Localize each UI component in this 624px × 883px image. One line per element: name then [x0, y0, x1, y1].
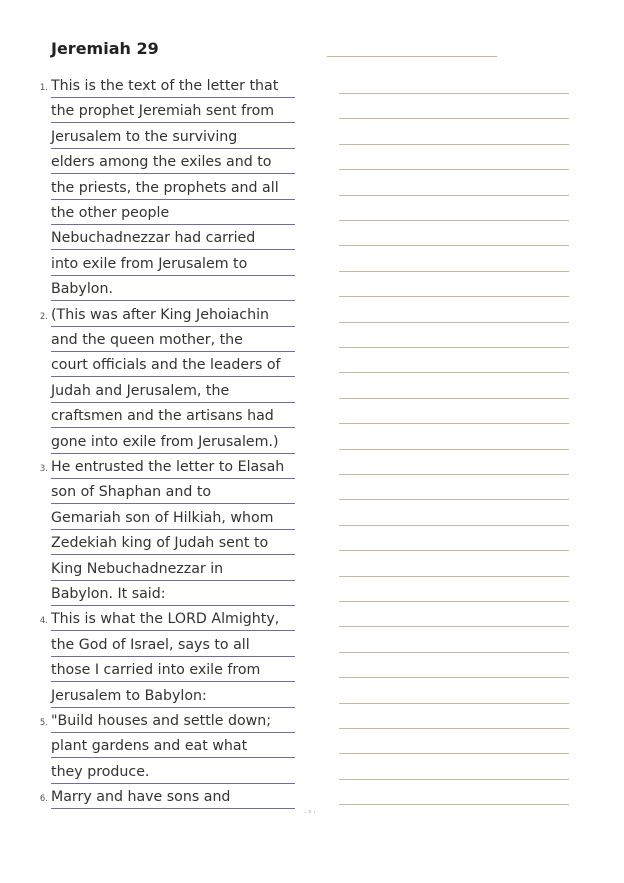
copy-write-line[interactable]	[339, 220, 569, 221]
verse-text-line: elders among the exiles and to	[51, 150, 295, 174]
verse-text-line: the priests, the prophets and all	[51, 176, 295, 200]
copy-write-line[interactable]	[339, 677, 569, 678]
copy-write-line[interactable]	[339, 169, 569, 170]
verse-text-line: Marry and have sons and	[51, 785, 295, 809]
verse-number: 3.	[39, 464, 48, 474]
verse-text-line: Jerusalem to Babylon:	[51, 684, 295, 708]
copy-write-line[interactable]	[339, 245, 569, 246]
verse-text-line: the God of Israel, says to all	[51, 633, 295, 657]
verse-text-line: He entrusted the letter to Elasah	[51, 455, 295, 479]
copy-write-line[interactable]	[339, 474, 569, 475]
copy-write-line[interactable]	[339, 372, 569, 373]
copy-write-line[interactable]	[339, 118, 569, 119]
copy-write-line[interactable]	[339, 703, 569, 704]
verse-text-line: Gemariah son of Hilkiah, whom	[51, 506, 295, 530]
copy-write-line[interactable]	[339, 499, 569, 500]
verse-number: 4.	[39, 616, 48, 627]
copy-write-line[interactable]	[339, 423, 569, 424]
copy-write-line[interactable]	[339, 525, 569, 526]
copy-write-line[interactable]	[339, 195, 569, 196]
copy-write-line[interactable]	[339, 322, 569, 323]
verse-text-line: and the queen mother, the	[51, 328, 295, 352]
verse-text-line: the prophet Jeremiah sent from	[51, 99, 295, 123]
verse-text-line: plant gardens and eat what	[51, 734, 295, 758]
copy-write-line[interactable]	[339, 652, 569, 653]
verse-text-line: son of Shaphan and to	[51, 480, 295, 504]
verse-text-line: craftsmen and the artisans had	[51, 404, 295, 428]
verse-number: 2.	[39, 311, 48, 322]
verse-text-line: "Build houses and settle down;	[51, 709, 295, 733]
verse-text-line: gone into exile from Jerusalem.)	[51, 430, 295, 454]
verse-number: 6.	[39, 794, 48, 805]
verse-text-line: Babylon.	[51, 277, 295, 301]
copy-write-line[interactable]	[339, 93, 569, 94]
copy-write-line[interactable]	[339, 576, 569, 577]
name-write-line[interactable]	[327, 56, 497, 57]
copy-write-line[interactable]	[339, 449, 569, 450]
verse-text-line: they produce.	[51, 760, 295, 784]
verse-text-line: the other people	[51, 201, 295, 225]
copy-write-line[interactable]	[339, 601, 569, 602]
copy-write-line[interactable]	[339, 626, 569, 627]
copy-write-line[interactable]	[339, 728, 569, 729]
verse-text-line: court officials and the leaders of	[51, 353, 295, 377]
copy-write-line[interactable]	[339, 347, 569, 348]
verse-text-line: Babylon. It said:	[51, 582, 295, 606]
verse-text-line: This is the text of the letter that	[51, 74, 295, 98]
verse-text-line: into exile from Jerusalem to	[51, 252, 295, 276]
copy-write-line[interactable]	[339, 271, 569, 272]
verse-text-line: Zedekiah king of Judah sent to	[51, 531, 295, 555]
page-number-fragment: · ¹ ·	[304, 809, 316, 817]
verse-text-line: King Nebuchadnezzar in	[51, 557, 295, 581]
chapter-title: Jeremiah 29	[51, 39, 159, 58]
copy-write-line[interactable]	[339, 779, 569, 780]
verse-text-line: This is what the LORD Almighty,	[51, 607, 295, 631]
verse-number: 1.	[39, 83, 48, 93]
copy-write-line[interactable]	[339, 804, 569, 805]
copy-write-line[interactable]	[339, 753, 569, 754]
verse-number: 5.	[39, 718, 48, 728]
copy-write-line[interactable]	[339, 144, 569, 145]
copy-write-line[interactable]	[339, 398, 569, 399]
verse-text-line: Judah and Jerusalem, the	[51, 379, 295, 403]
verse-text-line: (This was after King Jehoiachin	[51, 303, 295, 327]
verse-text-line: those I carried into exile from	[51, 658, 295, 682]
copy-write-line[interactable]	[339, 296, 569, 297]
verse-text-line: Nebuchadnezzar had carried	[51, 226, 295, 250]
copy-write-line[interactable]	[339, 550, 569, 551]
verse-text-line: Jerusalem to the surviving	[51, 125, 295, 149]
